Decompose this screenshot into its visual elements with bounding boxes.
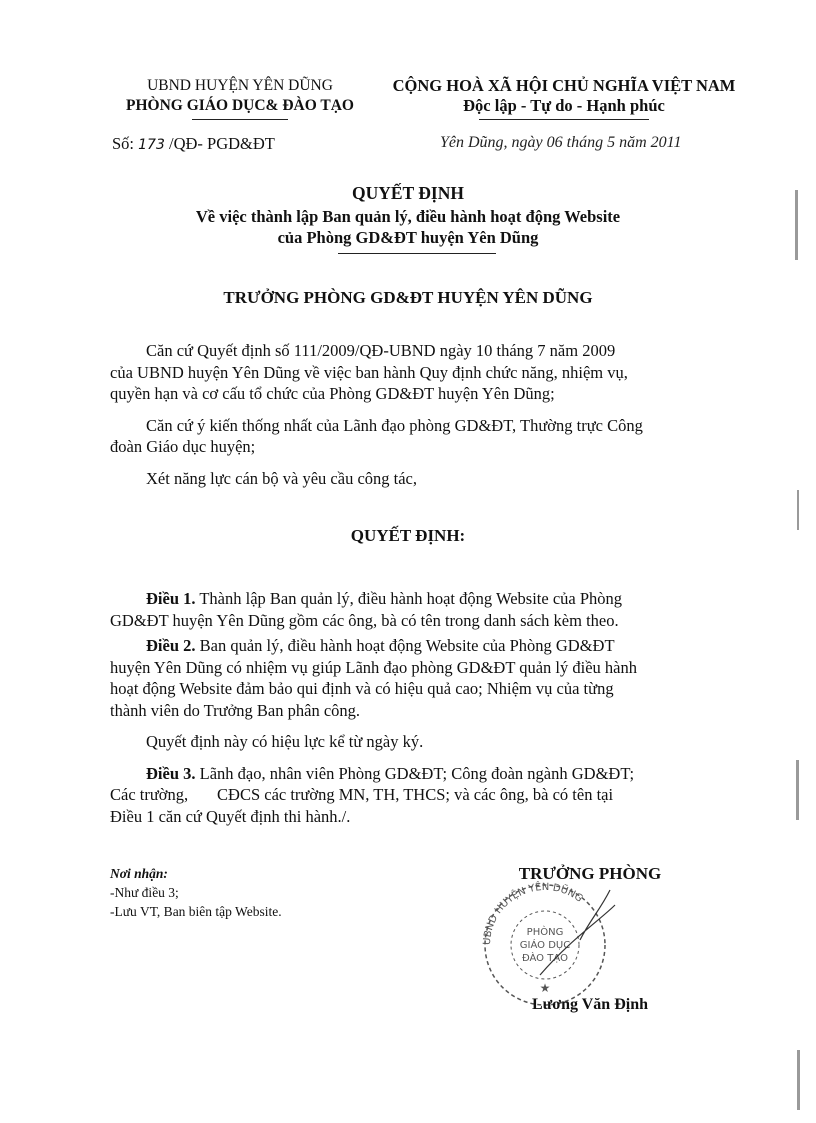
- article-2-line1: [110, 635, 734, 657]
- title-underline: [338, 253, 496, 254]
- seal-center-line-2: GIÁO DỤC: [519, 940, 571, 951]
- recipients: [110, 864, 282, 921]
- document-title: QUYẾT ĐỊNH: [352, 183, 464, 203]
- doc-number-handwritten: 173: [138, 137, 165, 153]
- seal-center-line-3: ĐÀO TẠO: [521, 953, 569, 964]
- recipients-label: Nơi nhận:: [110, 866, 168, 881]
- scan-artifact: [797, 1050, 800, 1110]
- preamble: [110, 340, 734, 489]
- place-date: Yên Dũng, ngày 06 tháng 5 năm 2011: [440, 134, 682, 151]
- article-3-line2: Các trường, CĐCS các trường MN, TH, THCS; và các ông, bà có tên tại: [110, 785, 614, 804]
- article-1-text: Thành lập Ban quản lý, điều hành hoạt động Website của Phòng: [195, 589, 623, 608]
- preamble-p1-line3: quyền hạn và cơ cấu tổ chức của Phòng GD&ĐT huyện Yên Dũng;: [110, 384, 555, 403]
- subject-line-2: của Phòng GD&ĐT huyện Yên Dũng: [277, 228, 539, 247]
- recipient-2: -Lưu VT, Ban biên tập Website.: [110, 904, 282, 919]
- articles: [110, 588, 734, 827]
- preamble-p2-line2: đoàn Giáo dục huyện;: [110, 437, 256, 456]
- article-3-label: Điều 3.: [146, 763, 196, 783]
- document-subject: [0, 206, 816, 248]
- issuing-authority: TRƯỞNG PHÒNG GD&ĐT HUYỆN YÊN DŨNG: [223, 288, 593, 307]
- article-3-text: Lãnh đạo, nhân viên Phòng GD&ĐT; Công đoàn ngành GD&ĐT;: [195, 763, 635, 783]
- preamble-p1-line2: của UBND huyện Yên Dũng về việc ban hành Quy định chức năng, nhiệm vụ,: [110, 362, 628, 382]
- official-seal: [470, 880, 620, 1010]
- org-line-2: PHÒNG GIÁO DỤC& ĐÀO TẠO: [126, 97, 354, 114]
- preamble-p2-line1: Căn cứ ý kiến thống nhất của Lãnh đạo phòng GD&ĐT, Thường trực Công: [146, 415, 643, 435]
- article-3-line1: [110, 763, 734, 785]
- doc-number-prefix: Số:: [112, 134, 135, 153]
- effect-clause: Quyết định này có hiệu lực kể từ ngày ký.: [146, 732, 424, 751]
- signer-title: TRƯỞNG PHÒNG: [518, 864, 662, 883]
- article-1-line1: [110, 588, 734, 610]
- subject-line-1: Về việc thành lập Ban quản lý, điều hành hoạt động Website: [195, 207, 621, 226]
- signer-name: Lương Văn Định: [532, 996, 648, 1013]
- scan-artifact: [796, 760, 799, 820]
- org-underline: [192, 119, 288, 120]
- article-1-label: Điều 1.: [146, 589, 196, 608]
- nation-line-1: CỘNG HOÀ XÃ HỘI CHỦ NGHĨA VIỆT NAM: [392, 76, 736, 95]
- seal-ring-text: UBND HUYỆN YÊN DŨNG: [481, 881, 585, 946]
- doc-number-suffix: /QĐ- PGD&ĐT: [169, 134, 275, 153]
- decision-heading: QUYẾT ĐỊNH:: [350, 526, 466, 545]
- article-2-line2: huyện Yên Dũng có nhiệm vụ giúp Lãnh đạo phòng GD&ĐT quản lý điều hành: [110, 657, 637, 677]
- article-2-label: Điều 2.: [146, 636, 196, 655]
- article-2-line4: thành viên do Trưởng Ban phân công.: [110, 700, 361, 720]
- nation-line-2: Độc lập - Tự do - Hạnh phúc: [463, 96, 665, 115]
- article-2-line3: hoạt động Website đảm bảo qui định và có hiệu quả cao; Nhiệm vụ của từng: [110, 679, 614, 698]
- document-number: [112, 134, 275, 154]
- article-3-line3: Điều 1 căn cứ Quyết định thi hành./.: [110, 806, 351, 826]
- seal-star-icon: ★: [539, 981, 551, 995]
- preamble-p3: Xét năng lực cán bộ và yêu cầu công tác,: [146, 468, 417, 488]
- seal-center-line-1: PHÒNG: [526, 927, 564, 938]
- scan-artifact: [797, 490, 799, 530]
- article-1-line2: GD&ĐT huyện Yên Dũng gồm các ông, bà có tên trong danh sách kèm theo.: [110, 610, 619, 630]
- article-2-text: Ban quản lý, điều hành hoạt động Website của Phòng GD&ĐT: [195, 636, 615, 655]
- national-motto: [378, 76, 750, 120]
- preamble-p1-line1: Căn cứ Quyết định số 111/2009/QĐ-UBND ngày 10 tháng 7 năm 2009: [146, 341, 616, 360]
- motto-underline: [479, 119, 649, 120]
- scan-artifact: [795, 190, 798, 260]
- recipient-1: -Như điều 3;: [110, 885, 179, 900]
- org-line-1: UBND HUYỆN YÊN DŨNG: [147, 77, 333, 94]
- issuing-organization: [100, 76, 380, 120]
